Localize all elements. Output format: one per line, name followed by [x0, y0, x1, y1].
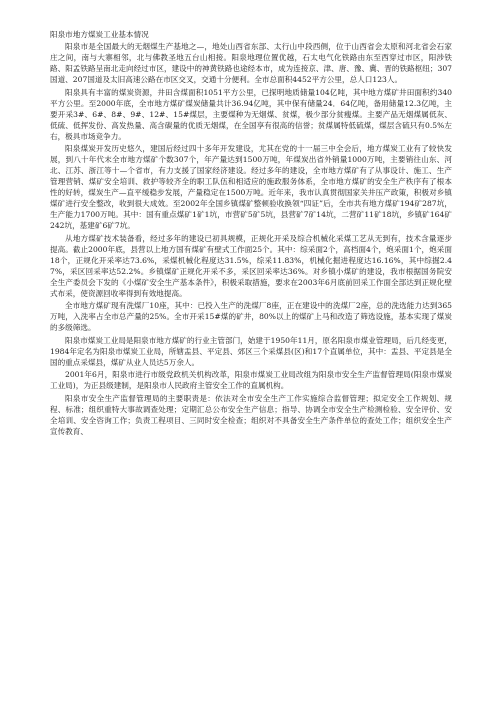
- paragraph-overview: 阳泉市是全国最大的无烟煤生产基地之—，地处山西省东部、太行山中段西侧，位于山西省会太原和河北省会石家庄之间，南与大寨相邻，北与佛教圣地五台山相接。阳泉地理位置优越，石太电气化铁路由东至西穿过市区，阳涉铁路、阳孟铁路呈南北走向经过市区，建设中的神黄铁路也途经本市，成为连接京、津、唐、豫、冀、晋的铁路枢纽；307国道、207国道及太旧高速公路在市区交叉，交通十分便利。全市总面积4452平方公里，总人口123人。: [50, 42, 452, 84]
- document-title: 阳泉市地方煤炭工业基本情况: [50, 30, 149, 39]
- paragraph-institutional-reform: 2001年6月，阳泉市进行市级党政机关机构改革，阳泉市煤炭工业局改组为阳泉市安全生产监督管理局(阳泉市煤炭工业局)，为正县级建制，是阳泉市人民政府主管安全工作的直属机构。: [50, 370, 452, 390]
- paragraph-technical-equipment: 从地方煤矿技术装备看，经过多年的建设已初具规模，正规化开采及综合机械化采煤工艺从无到有，技术含量逐步提高。截止2000年底，县营以上地方国有煤矿有壁式工作面25个。其中：综采面2个，高档面4个，炮采面1个，炮采面18个，正规化开采率达73.6%，采煤机械化程度达31.5%，综采11.83%，机械化掘进程度达16.16%，其中综掘2.47%，采区回采率达52.2%。乡镇煤矿正规化开采不多，采区回采率达36%。对乡镇小煤矿的建设，我市根据国务院安全生产委员会下发的《小煤矿安全生产基本条件》，积极采取措施，要求在2003年6月底前回采工作面全部达到正规化壁式布采，使资源回收率得到有效地提高。: [50, 233, 452, 298]
- paragraph-coal-washing: 全市地方煤矿现有洗煤厂10座，其中：已投入生产的洗煤厂8座，正在建设中的洗煤厂2座，总的洗选能力达到365万吨，入洗率占全市总产量的25%。全市开采15#煤的矿井，80%以上的煤矿上马和改造了筛选设施，基本实现了煤炭的多级筛选。: [50, 301, 452, 332]
- paragraph-main-duties: 阳泉市安全生产监督管理局的主要职责是：依法对全市安全生产工作实施综合监督管理；拟定安全工作规划、规程、标准；组织重特大事故调查处理；定期汇总公布安全生产信息；指导、协调全市安全生产检测检验、安全评价、安全培训、安全咨询工作；负责工程项目、三同时安全检查；组织对不具备安全生产条件单位的查处工作；组织安全生产宣传教育、: [50, 393, 452, 436]
- document-body: [50, 29, 452, 438]
- paragraph-coal-bureau: 阳泉市煤炭工业局是阳泉市地方煤矿的行业主管部门，始建于1950年11月，原名阳泉市煤业管理局，后几经变更，1984年定名为阳泉市煤炭工业局，所辖盂县、平定县、郊区三个采煤县(区)和17个直属单位，其中：盂县、平定县是全国的重点采煤县，煤矿从业人员达5万余人。: [50, 335, 452, 367]
- paragraph-development-history: 阳泉煤炭开发历史悠久，建国后经过四十多年开发建设，尤其在党的十一届三中全会后，地方煤炭工业有了较快发展，到八十年代末全市地方煤矿个数307个，年产量达到1500万吨，年煤炭出省外销量1000万吨，主要销往山东、河北、江苏、浙江等十—个省市，有力支援了国家经济建设。经过多年的建设，全市地方煤矿有了从事设计、施工、生产管理营销、煤矿安全培训、救护等较齐全的职工队伍和相适应的施政服务体系，全市地方煤矿的安全生产秩序有了根本性的好转，煤炭生产—直平缓稳步发展，产量稳定在1500万吨。近年来，我市认真贯彻国家关井压产政策，积极对乡镇煤矿进行安全整改，收到很大成效。至2002年全国乡镇煤矿整顿验收换领“四证”后，全市共有地方煤矿194矿287坑，生产能力1700万吨。其中：国有重点煤矿1矿1坑，市营矿5矿5坑，县营矿7矿14坑，二营矿11矿18坑，乡镇矿164矿242坑，基建矿6矿7坑。: [50, 144, 452, 230]
- paragraph-coal-resources: 阳泉具有丰富的煤炭资源，井田含煤面积1051平方公里，已探明地质储量104亿吨，其中地方煤矿井田面积约340平方公里。至2000年底，全市地方煤矿煤炭储量共计36.94亿吨，其中保有储量24．64亿吨，备用储量12.3亿吨，主要开采3#、6#、8#、9#、12#、15#煤层，主要煤种为无烟煤、贫煤，极少部分贫瘦煤。主要产品无烟煤属低灰、低硫、低挥发份、高发热量、高含碳量的优质无烟煤，在全国享有很高的信誉；贫煤属特低硫煤，煤层含硫只有0.5%左右，极具市场竞争力。: [50, 87, 452, 141]
